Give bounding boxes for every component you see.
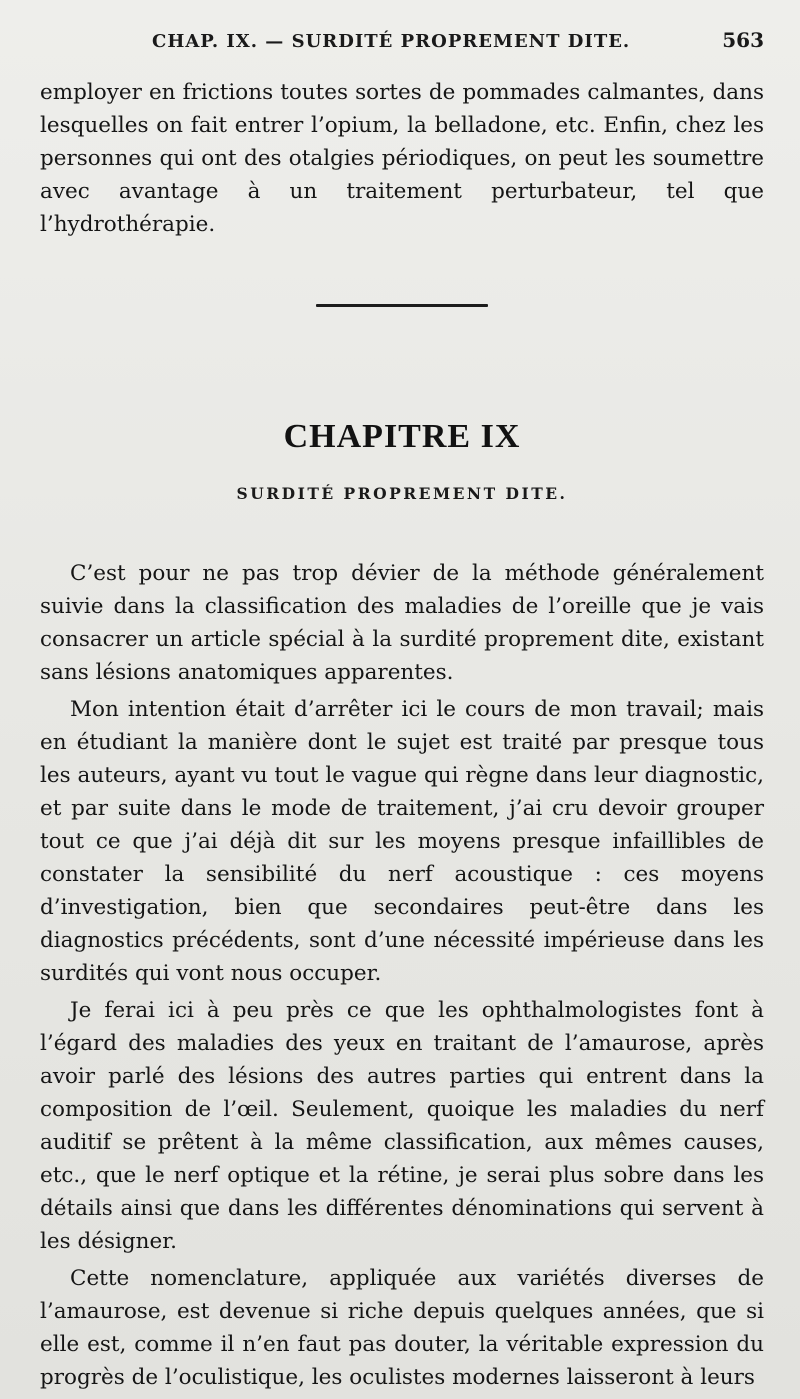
chapter-subtitle: SURDITÉ PROPREMENT DITE. [236,484,568,503]
body-paragraph: C’est pour ne pas trop dévier de la méthode généralement suivie dans la classification des maladies de l’oreille que je vais consacrer un article spécial à la surdité proprement dite, existant sans lésions anatomiques apparentes. [40,561,764,685]
running-head-title: CHAP. IX. — SURDITÉ PROPREMENT DITE. [152,31,631,52]
body-paragraph: Cette nomenclature, appliquée aux variétés diverses de l’amaurose, est devenue si riche depuis quelques années, que si elle est, comme il n’en faut pas douter, la véritable expression du progrès de l’oculistique, les oculistes modernes laisseront à leurs [40,1266,764,1390]
running-head [40,28,764,68]
section-divider [316,304,488,307]
body-paragraph: Je ferai ici à peu près ce que les ophthalmologistes font à l’égard des maladies des yeux en traitant de l’amaurose, après avoir parlé des lésions des autres parties qui entrent dans la composition de l’œil. Seulement, quoique les maladies du nerf auditif se prêtent à la même classification, aux mêmes causes, etc., que le nerf optique et la rétine, je serai plus sobre dans les détails ainsi que dans les différentes dénominations qui servent à les désigner. [40,998,764,1254]
continuation-paragraph: employer en frictions toutes sortes de pommades calmantes, dans lesquelles on fait entrer l’opium, la belladone, etc. Enfin, chez les personnes qui ont des otalgies périodiques, on peut les soumettre avec avantage à un traitement perturbateur, tel que l’hydrothérapie. [40,80,764,237]
body-paragraph: Mon intention était d’arrêter ici le cours de mon travail; mais en étudiant la manière dont le sujet est traité par presque tous les auteurs, ayant vu tout le vague qui règne dans leur diagnostic, et par suite dans le mode de traitement, j’ai cru devoir grouper tout ce que j’ai déjà dit sur les moyens presque infaillibles de constater la sensibilité du nerf acoustique : ces moyens d’investigation, bien que secondaires peut-être dans les diagnostics précédents, sont d’une nécessité impérieuse dans les surdités qui vont nous occuper. [40,697,764,986]
chapter-body [40,557,764,1394]
chapter-title: CHAPITRE IX [283,418,521,455]
page-number: 563 [722,28,764,52]
